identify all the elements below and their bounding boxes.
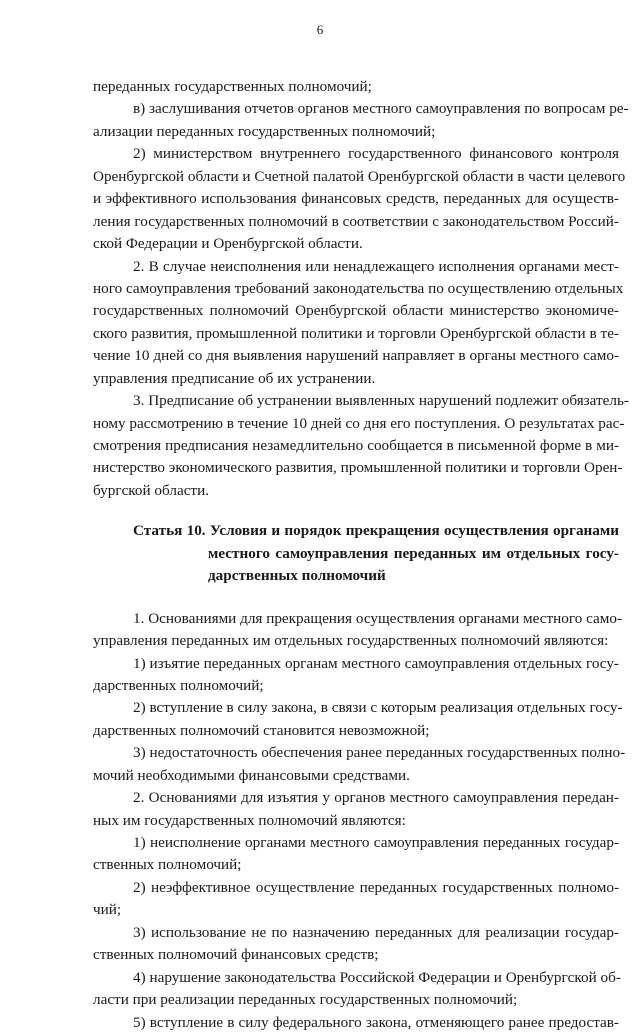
- body-text-line: нистерство экономического развития, промышленной политики и торговли Орен-: [93, 459, 623, 477]
- body-text-line: 1) изъятие переданных органам местного самоуправления отдельных госу-: [133, 654, 619, 672]
- body-text-line: 2. Основаниями для изъятия у органов местного самоуправления передан-: [133, 789, 619, 807]
- body-text-line: 2) министерством внутреннего государственного финансового контроля: [133, 145, 619, 163]
- body-text-line: смотрения предписания незамедлительно сообщается в письменной форме в ми-: [93, 437, 619, 454]
- body-text-line: государственных полномочий Оренбургской области министерство экономиче-: [93, 302, 619, 320]
- body-text-line: ского развития, промышленной политики и торговли Оренбургской области в те-: [93, 324, 619, 342]
- body-text-line: 1) неисполнение органами местного самоуправления переданных государ-: [133, 834, 619, 852]
- body-text-line: ного самоуправления требований законодательства по осуществлению отдельных: [93, 279, 624, 297]
- body-text-line: управления предписание об их устранении.: [93, 369, 376, 387]
- text-block-top: [93, 76, 629, 502]
- body-text-line: ственных полномочий;: [93, 856, 242, 874]
- body-text-line: дарственных полномочий;: [93, 676, 264, 694]
- body-text-line: переданных государственных полномочий;: [93, 78, 372, 95]
- article-heading-line: дарственных полномочий: [208, 567, 386, 585]
- body-text-line: 1. Основаниями для прекращения осуществления органами местного само-: [133, 609, 623, 627]
- body-text-line: ному рассмотрению в течение 10 дней со дня его поступления. О результатах рас-: [93, 414, 625, 432]
- body-text-line: Оренбургской области и Счетной палатой Оренбургской области в части целевого: [93, 167, 626, 185]
- article-heading-line: местного самоуправления переданных им отдельных госу-: [208, 544, 619, 562]
- body-text-line: 2) неэффективное осуществление переданных государственных полномо-: [133, 878, 619, 896]
- body-text-line: ственных полномочий финансовых средств;: [93, 946, 379, 964]
- body-text-line: 2. В случае неисполнения или ненадлежащего исполнения органами мест-: [133, 257, 619, 275]
- body-text-line: 4) нарушение законодательства Российской Федерации и Оренбургской об-: [133, 968, 621, 986]
- body-text-line: в) заслушивания отчетов органов местного самоуправления по вопросам ре-: [133, 100, 629, 118]
- body-text-line: ской Федерации и Оренбургской области.: [93, 235, 363, 253]
- body-text-line: бургской области.: [93, 481, 209, 499]
- body-text-line: чий;: [93, 901, 122, 919]
- body-text-line: ализации переданных государственных полномочий;: [93, 122, 436, 140]
- body-text-line: 3) недостаточность обеспечения ранее переданных государственных полно-: [133, 744, 626, 762]
- body-text-line: ления государственных полномочий в соответствии с законодательством Россий-: [93, 212, 619, 230]
- text-block-bottom: [93, 608, 626, 1034]
- body-text-line: 3. Предписание об устранении выявленных нарушений подлежит обязатель-: [133, 392, 629, 410]
- body-text-line: дарственных полномочий становится невозможной;: [93, 721, 430, 739]
- body-text-line: мочий необходимыми финансовыми средствами.: [93, 766, 410, 784]
- body-text-line: 2) вступление в силу закона, в связи с которым реализация отдельных госу-: [133, 699, 623, 717]
- article-heading: [93, 520, 619, 587]
- body-text-line: ных им государственных полномочий являются:: [93, 811, 406, 829]
- body-text-line: и эффективного использования финансовых средств, переданных для осуществ-: [93, 190, 619, 208]
- body-text-line: 3) использование не по назначению переданных для реализации государ-: [133, 923, 619, 941]
- document-body: [93, 76, 629, 1034]
- body-text-line: управления переданных им отдельных государственных полномочий являются:: [93, 632, 609, 650]
- article-heading-line: Статья 10. Условия и порядок прекращения осуществления органами: [133, 522, 619, 540]
- page-number: 6: [316, 22, 324, 37]
- body-text-line: 5) вступление в силу федерального закона, отменяющего ранее предостав-: [133, 1013, 619, 1031]
- body-text-line: чение 10 дней со дня выявления нарушений направляет в органы местного само-: [93, 347, 619, 365]
- body-text-line: ласти при реализации переданных государственных полномочий;: [93, 991, 518, 1009]
